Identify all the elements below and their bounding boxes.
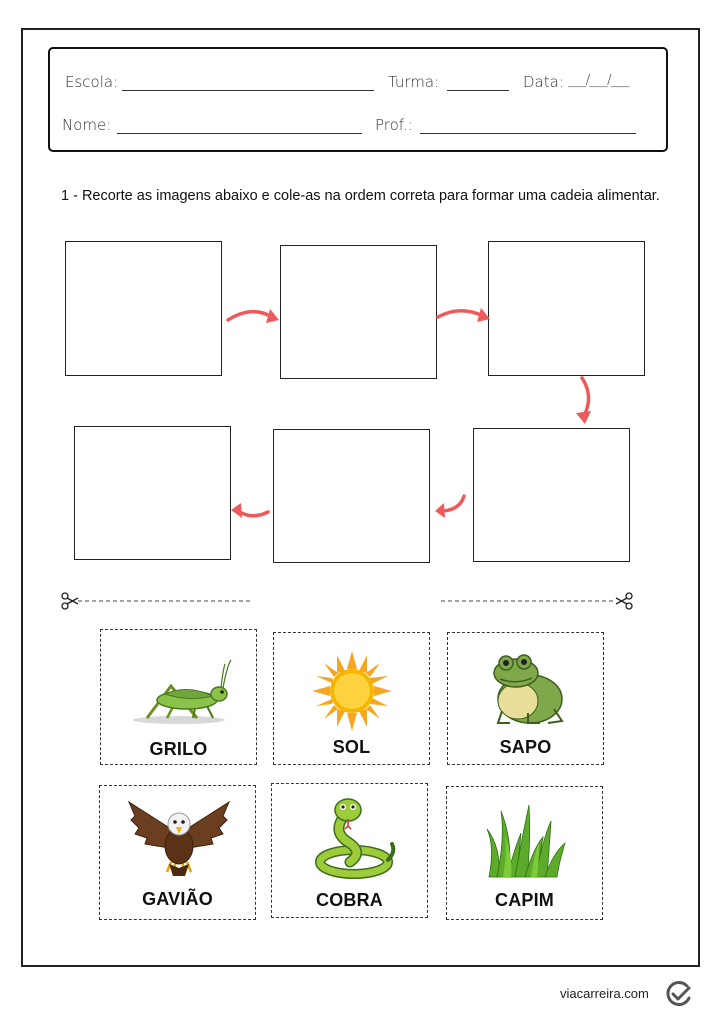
- answer-box-1[interactable]: [65, 241, 222, 376]
- school-label: Escola:: [65, 73, 119, 91]
- card-sol[interactable]: [273, 632, 430, 765]
- card-label-sol: SOL: [332, 737, 371, 757]
- card-label-cobra: COBRA: [316, 890, 383, 910]
- card-label-sapo: SAPO: [499, 737, 552, 757]
- card-cobra[interactable]: [271, 783, 428, 918]
- card-gaviao[interactable]: [99, 785, 256, 920]
- card-label-grilo: GRILO: [149, 739, 208, 759]
- hawk-icon: [125, 798, 233, 878]
- footer-site[interactable]: viacarreira.com: [560, 986, 649, 1001]
- sun-icon: [312, 651, 392, 731]
- class-field[interactable]: [447, 90, 509, 91]
- snake-icon: [314, 796, 398, 880]
- card-capim[interactable]: [446, 786, 603, 920]
- answer-box-4[interactable]: [473, 428, 630, 562]
- class-label: Turma:: [388, 73, 440, 91]
- teacher-field[interactable]: [420, 133, 636, 134]
- card-label-gaviao: GAVIÃO: [142, 889, 213, 909]
- answer-box-5[interactable]: [273, 429, 430, 563]
- teacher-label: Prof.:: [375, 116, 413, 134]
- name-field[interactable]: [117, 133, 362, 134]
- answer-box-3[interactable]: [488, 241, 645, 376]
- frog-icon: [488, 651, 568, 727]
- card-grilo[interactable]: [100, 629, 257, 765]
- name-label: Nome:: [62, 116, 112, 134]
- date-label: Data:: [523, 73, 564, 91]
- question-text: 1 - Recorte as imagens abaixo e cole-as na ordem correta para formar uma cadeia alimentar.: [61, 188, 660, 204]
- school-field[interactable]: [122, 90, 374, 91]
- viacarreira-logo-icon: [665, 980, 693, 1008]
- date-field[interactable]: ___/___/___: [568, 73, 629, 88]
- card-sapo[interactable]: [447, 632, 604, 765]
- header-form: [48, 47, 668, 152]
- card-label-capim: CAPIM: [495, 890, 554, 910]
- answer-box-2[interactable]: [280, 245, 437, 379]
- answer-box-6[interactable]: [74, 426, 231, 560]
- grasshopper-icon: [127, 656, 233, 728]
- grass-icon: [485, 803, 567, 879]
